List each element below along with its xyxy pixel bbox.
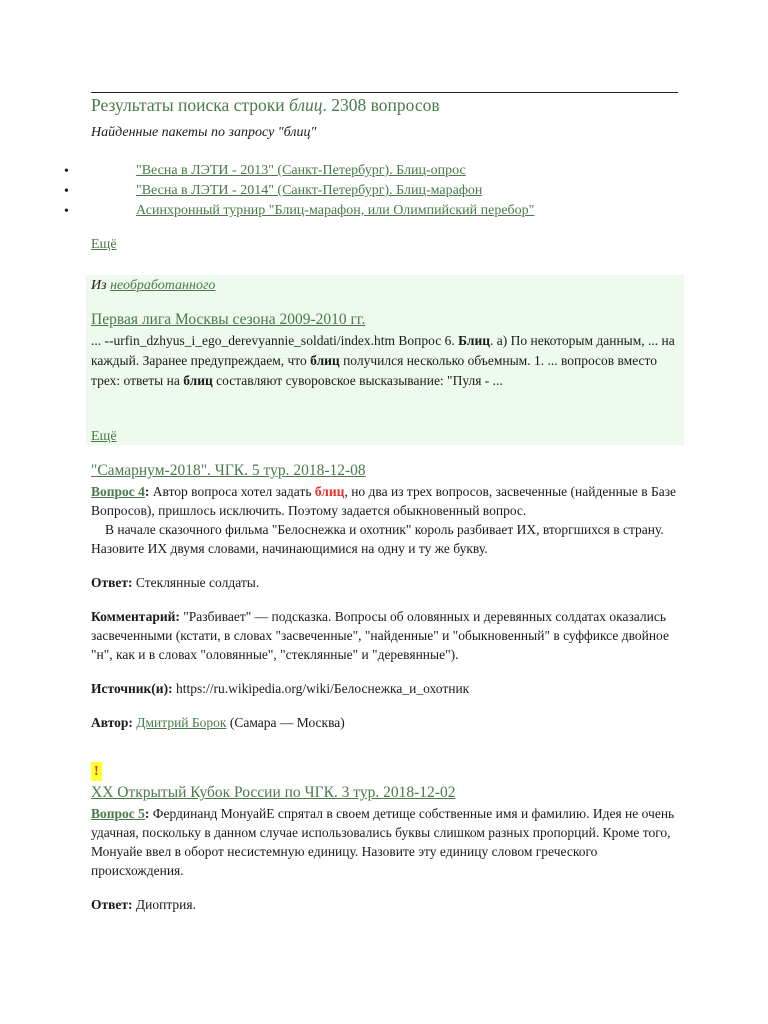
snippet-text: . а) По некоторым данным, ... на каждый. Заранее предупреждаем, что	[91, 333, 675, 368]
question-body: В начале сказочного фильма "Белоснежка и охотник" король разбивает ИХ, вторгшихся в страну. Назовите ИХ двумя словами, начинающимися на одну и ту же букву.	[91, 522, 664, 556]
question-text-part: Фердинанд МонуайЕ спрятал в своем детище собственные имя и фамилию. Идея не очень удачная, поскольку в данном случае использовались буквы слишком разных пропорций. Кроме того, Монуайе ввел в оборот несистемную единицу. Назовите эту единицу словом греческого происхождения.	[91, 806, 675, 878]
warning-badge[interactable]: !	[91, 762, 102, 781]
question-card	[91, 761, 691, 914]
snippet-text: получился несколько объемным. 1. ... вопросов вместо трех: ответы на	[91, 353, 658, 388]
title-query: блиц	[289, 95, 323, 115]
raw-source-link[interactable]: необработанного	[110, 278, 216, 293]
question-text-part: , но два из трех вопросов, засвеченные (найденные в Базе Вопросов), пришлось исключить. Поэтому задается обыкновенный вопрос.	[91, 484, 677, 518]
more-packages-link[interactable]: Ещё	[91, 237, 117, 252]
answer	[91, 895, 691, 914]
snippet-match: блиц	[310, 353, 340, 368]
question-text	[91, 482, 691, 520]
snippet-text: ... --urfin_dzhyus_i_ego_derevyannie_soldati/index.htm Вопрос 6.	[91, 333, 459, 348]
package-link[interactable]: "Весна в ЛЭТИ - 2014" (Санкт-Петербург). Блиц-марафон	[136, 183, 483, 198]
tournament-link[interactable]: XX Открытый Кубок России по ЧГК. 3 тур. 2018-12-02	[91, 784, 456, 801]
author-label: Автор:	[91, 715, 133, 730]
bullet-icon: •	[64, 184, 69, 199]
from-label: Из	[91, 278, 107, 293]
colon: :	[144, 806, 150, 821]
answer	[91, 573, 691, 592]
question-text-part: Автор вопроса хотел задать	[149, 484, 315, 499]
package-link[interactable]: Асинхронный турнир "Блиц-марафон, или Олимпийский перебор"	[136, 203, 535, 218]
bullet-icon: •	[64, 164, 69, 179]
answer-label: Ответ:	[91, 897, 133, 912]
author	[91, 713, 691, 732]
raw-result-snippet	[91, 331, 681, 391]
more-raw-link[interactable]: Ещё	[91, 429, 117, 444]
package-link[interactable]: "Весна в ЛЭТИ - 2013" (Санкт-Петербург). Блиц-опрос	[136, 163, 466, 178]
raw-results-box	[86, 275, 684, 445]
comment	[91, 607, 691, 664]
author-link[interactable]: Дмитрий Борок	[136, 715, 227, 730]
comment-label: Комментарий:	[91, 609, 180, 624]
snippet-text: составляют суворовское высказывание: "Пуля - ...	[212, 373, 503, 388]
author-city: (Самара — Москва)	[226, 715, 345, 730]
answer-text: Стеклянные солдаты.	[132, 575, 260, 590]
question-text	[91, 804, 691, 880]
title-prefix: Результаты поиска строки	[91, 95, 290, 115]
question-link[interactable]: Вопрос 5	[91, 806, 145, 821]
colon: :	[144, 484, 150, 499]
packages-subtitle: Найденные пакеты по запросу "блиц"	[91, 125, 317, 140]
highlight-match: блиц	[314, 484, 345, 499]
source-label: Источник(и):	[91, 681, 173, 696]
top-divider	[91, 92, 678, 93]
comment-text: "Разбивает" — подсказка. Вопросы об оловянных и деревянных солдатах оказались засвеченными (кстати, в словах "засвеченные", "найденные" и "обыкновенный" в суффиксе двойное "н", как и в словах "оловянные", "стеклянные" и "деревянные").	[91, 609, 669, 662]
question-card	[91, 461, 691, 732]
sources	[91, 679, 691, 698]
snippet-match: Блиц	[458, 333, 491, 348]
raw-source	[91, 278, 215, 294]
answer-text: Диоптрия.	[132, 897, 196, 912]
raw-result-title-link[interactable]: Первая лига Москвы сезона 2009-2010 гг.	[91, 311, 366, 328]
page-title	[91, 95, 440, 116]
tournament-link[interactable]: "Самарнум-2018". ЧГК. 5 тур. 2018-12-08	[91, 462, 366, 479]
answer-label: Ответ:	[91, 575, 133, 590]
snippet-match: блиц	[183, 373, 213, 388]
bullet-icon: •	[64, 204, 69, 219]
source-text: https://ru.wikipedia.org/wiki/Белоснежка_и_охотник	[172, 681, 470, 696]
title-count: . 2308 вопросов	[322, 95, 440, 115]
question-link[interactable]: Вопрос 4	[91, 484, 145, 499]
